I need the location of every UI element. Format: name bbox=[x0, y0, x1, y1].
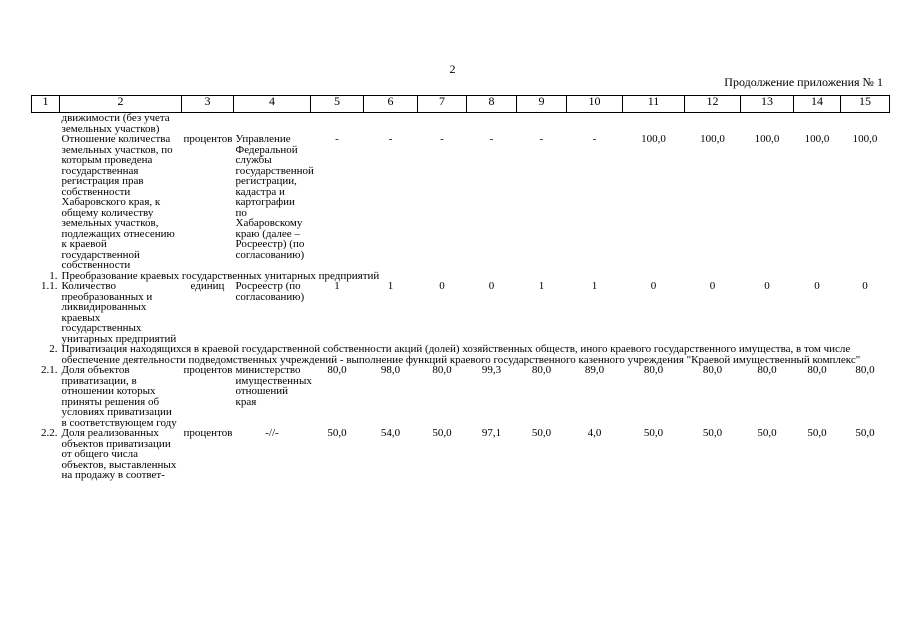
value-cell: 99,3 bbox=[481, 364, 502, 376]
value-cell: 4,0 bbox=[587, 427, 602, 439]
unit-cell: процентов bbox=[183, 364, 233, 376]
source-cell: -//- bbox=[265, 427, 279, 439]
header-cell: 7 bbox=[418, 96, 467, 113]
value-cell: 0 bbox=[439, 280, 445, 292]
value-cell: 0 bbox=[650, 280, 657, 292]
indicator-name: Количество преобразованных и ликвидированных краевых государственных унитарных предприятий bbox=[61, 280, 177, 345]
value-cell: 80,0 bbox=[432, 364, 452, 376]
value-cell: 80,0 bbox=[757, 364, 777, 376]
section-row bbox=[32, 271, 890, 282]
header-row bbox=[32, 96, 890, 113]
value-cell: 89,0 bbox=[584, 364, 605, 376]
section-title: Приватизация находящихся в краевой государственной собственности акций (долей) хозяйственных обществ, иного краевого государственного имущества, в том числе обеспечение деятельности подведомственных учреждений - выполнение функций краевого государственного казенного учреждения "Краевой имущественный комплекс" bbox=[61, 343, 861, 366]
row-number: 2.1. bbox=[41, 364, 58, 376]
value-cell: 80,0 bbox=[531, 364, 552, 376]
section-title: Преобразование краевых государственных унитарных предприятий bbox=[61, 269, 380, 282]
value-cell: 1 bbox=[591, 280, 598, 292]
value-cell: 80,0 bbox=[855, 364, 875, 376]
header-cell: 4 bbox=[234, 96, 311, 113]
value-cell: 1 bbox=[538, 280, 545, 292]
value-cell: 100,0 bbox=[804, 133, 830, 145]
value-cell: 100,0 bbox=[700, 133, 725, 145]
source-cell: Управление Федеральной службы государственной регистрации, кадастра и картографии по Хабаровскому краю (далее – Росреестр) (по согласованию) bbox=[235, 133, 314, 261]
value-cell: 50,0 bbox=[855, 427, 875, 439]
value-cell: 0 bbox=[862, 280, 868, 292]
section-number: 1. bbox=[49, 269, 58, 282]
value-cell: 50,0 bbox=[531, 427, 552, 439]
header-cell: 10 bbox=[567, 96, 623, 113]
indicator-name: Доля объектов приватизации, в отношении которых приняты решения об условиях приватизации в соответствующем году bbox=[61, 364, 177, 429]
indicator-name: Доля реализованных объектов приватизации от общего числа объектов, выставленных на продажу в соответ- bbox=[61, 427, 177, 481]
value-cell: 1 bbox=[387, 280, 394, 292]
value-cell: 0 bbox=[709, 280, 716, 292]
value-cell: 50,0 bbox=[643, 427, 664, 439]
page-number: 2 bbox=[449, 62, 456, 76]
unit-cell: единиц bbox=[190, 280, 225, 292]
value-cell: - bbox=[335, 133, 339, 145]
table-row bbox=[32, 281, 890, 344]
value-cell: 80,0 bbox=[327, 364, 347, 376]
header-cell: 14 bbox=[794, 96, 841, 113]
value-cell: - bbox=[592, 133, 597, 145]
value-cell: 80,0 bbox=[702, 364, 723, 376]
row-number: 1.1. bbox=[41, 280, 58, 292]
value-cell: 80,0 bbox=[643, 364, 664, 376]
value-cell: 50,0 bbox=[327, 427, 347, 439]
row-number bbox=[32, 134, 60, 271]
section-number: 2. bbox=[49, 343, 58, 355]
value-cell: 0 bbox=[488, 280, 495, 292]
value-cell: - bbox=[489, 133, 494, 145]
row-number: 2.2. bbox=[41, 427, 58, 439]
table-row bbox=[32, 365, 890, 428]
value-cell: 0 bbox=[764, 280, 770, 292]
value-cell: - bbox=[539, 133, 544, 145]
value-cell: 50,0 bbox=[702, 427, 723, 439]
header-cell: 3 bbox=[182, 96, 234, 113]
indicators-table bbox=[31, 95, 890, 481]
value-cell: 100,0 bbox=[641, 133, 666, 145]
header-cell: 9 bbox=[517, 96, 567, 113]
fragment-row bbox=[32, 113, 890, 135]
value-cell: - bbox=[388, 133, 393, 145]
value-cell: 1 bbox=[334, 280, 340, 292]
header-cell: 12 bbox=[685, 96, 741, 113]
header-cell: 1 bbox=[32, 96, 60, 113]
header-cell: 6 bbox=[364, 96, 418, 113]
value-cell: 98,0 bbox=[380, 364, 401, 376]
value-cell: - bbox=[440, 133, 444, 145]
header-cell: 13 bbox=[741, 96, 794, 113]
continuation-label: Продолжение приложения № 1 bbox=[724, 75, 883, 89]
indicator-name: Отношение количества земельных участков, по которым проведена государственная регистрация прав собственности Хабаровского края, к общему количеству земельных участков, подлежащих отнесению к краевой государственной собственности bbox=[61, 133, 175, 271]
table-row bbox=[32, 428, 890, 481]
value-cell: 50,0 bbox=[807, 427, 827, 439]
source-cell: министерство имущественных отношений края bbox=[235, 364, 312, 408]
header-cell: 15 bbox=[841, 96, 890, 113]
value-cell: 0 bbox=[814, 280, 820, 292]
value-cell: 97,1 bbox=[481, 427, 502, 439]
section-row bbox=[32, 344, 890, 365]
unit-cell: процентов bbox=[183, 133, 233, 145]
table-row bbox=[32, 134, 890, 271]
header-cell: 11 bbox=[623, 96, 685, 113]
value-cell: 80,0 bbox=[807, 364, 827, 376]
unit-cell: процентов bbox=[183, 427, 233, 439]
header-cell: 5 bbox=[311, 96, 364, 113]
header-cell: 8 bbox=[467, 96, 517, 113]
value-cell: 50,0 bbox=[432, 427, 452, 439]
fragment-name: движимости (без учета земельных участков) bbox=[61, 112, 170, 135]
value-cell: 100,0 bbox=[852, 133, 878, 145]
value-cell: 54,0 bbox=[380, 427, 401, 439]
source-cell: Росреестр (по согласованию) bbox=[235, 280, 305, 303]
header-cell: 2 bbox=[60, 96, 182, 113]
value-cell: 100,0 bbox=[754, 133, 780, 145]
value-cell: 50,0 bbox=[757, 427, 777, 439]
